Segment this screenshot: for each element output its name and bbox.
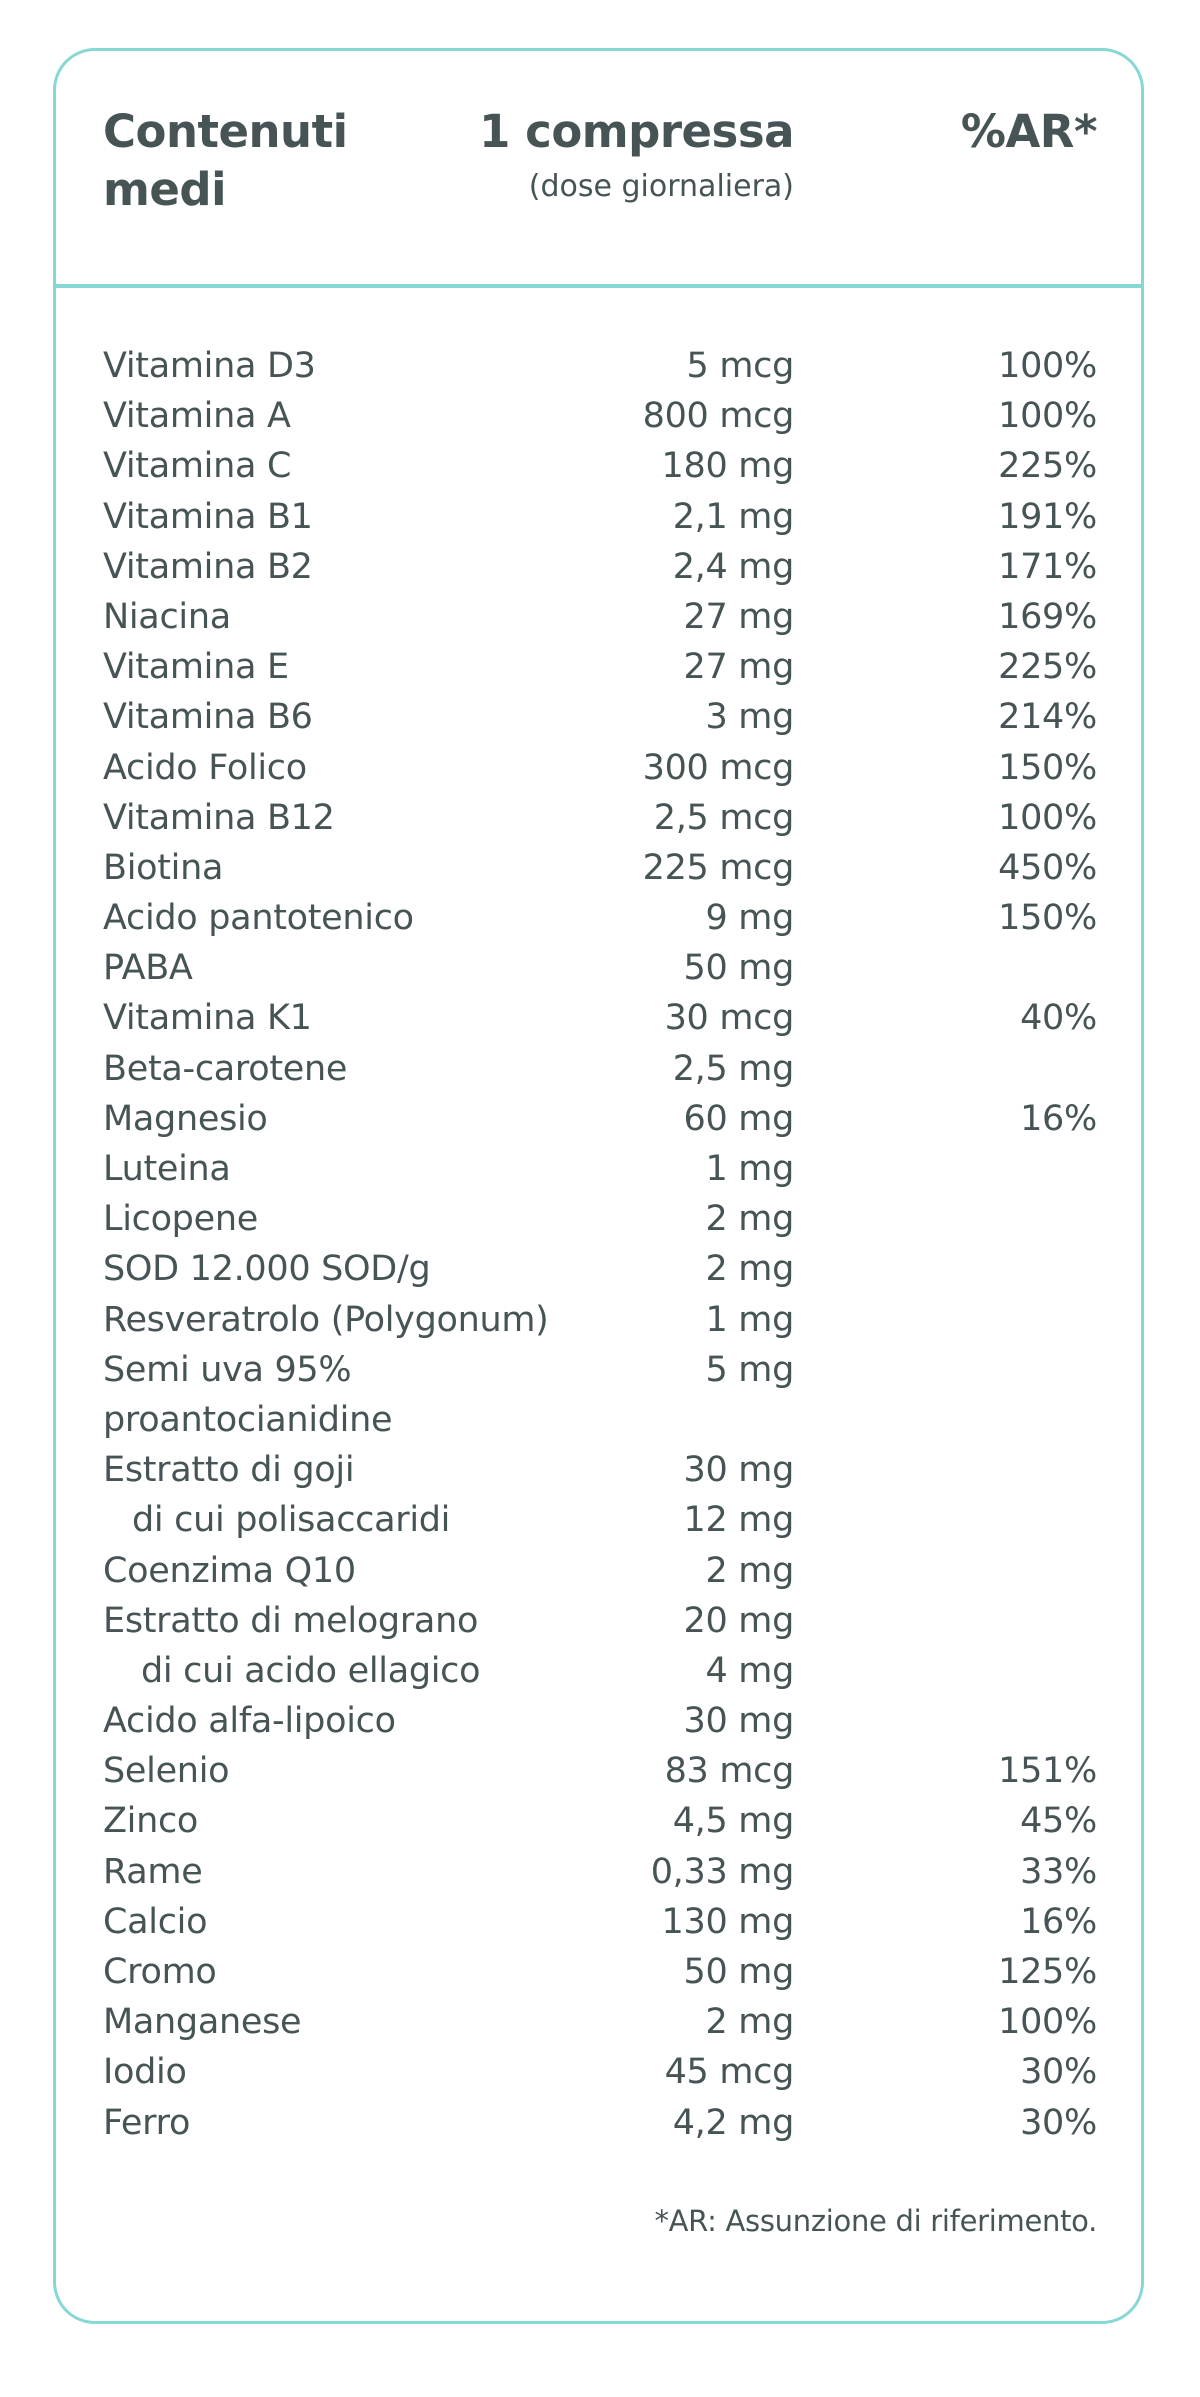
row-nutrient-name: Coenzima Q10 [103,1550,356,1591]
row-ar-percent: 150% [998,898,1097,939]
table-row [56,893,1141,943]
row-dose-value: 2,5 mcg [653,797,794,838]
row-dose-value: 4 mg [705,1650,794,1691]
row-nutrient-name: Vitamina A [103,396,291,437]
table-row [56,843,1141,893]
row-nutrient-name: Vitamina K1 [103,998,312,1039]
row-ar-percent: 171% [998,546,1097,587]
row-nutrient-name: Magnesio [103,1098,268,1139]
table-row [56,1546,1141,1596]
row-nutrient-name: Vitamina C [103,446,292,487]
row-nutrient-name: Acido alfa-lipoico [103,1701,396,1742]
table-row [56,391,1141,441]
row-dose-value: 50 mg [683,948,794,989]
table-row [56,1395,1141,1445]
table-row [56,993,1141,1043]
row-ar-percent: 214% [998,697,1097,738]
row-nutrient-name: Selenio [103,1751,230,1792]
row-nutrient-name: Vitamina B2 [103,546,313,587]
row-dose-value: 50 mg [683,1952,794,1992]
row-nutrient-name: PABA [103,948,193,989]
row-nutrient-name: Cromo [103,1952,217,1992]
table-row [56,1044,1141,1094]
header-contents [103,103,403,219]
row-dose-value: 27 mg [683,596,794,637]
row-dose-value: 60 mg [683,1098,794,1139]
header-dose-subtitle: (dose giornaliera) [528,169,794,204]
row-dose-value: 300 mcg [642,747,794,788]
row-ar-percent: 16% [1020,1901,1097,1942]
table-header [56,51,1141,288]
row-dose-value: 30 mcg [664,998,794,1039]
row-dose-value: 1 mg [705,1299,794,1340]
table-row [56,592,1141,642]
table-row [56,542,1141,592]
row-nutrient-name: Estratto di goji [103,1450,355,1491]
row-dose-value: 4,5 mg [672,1801,794,1842]
row-nutrient-name: Calcio [103,1901,208,1942]
row-dose-value: 5 mg [705,1349,794,1390]
row-dose-value: 20 mg [683,1600,794,1641]
table-row [56,1897,1141,1947]
table-row [56,1445,1141,1495]
row-dose-value: 0,33 mg [650,1851,794,1892]
row-ar-percent: 169% [998,596,1097,637]
row-ar-percent: 30% [1020,2052,1097,2093]
row-nutrient-name: Acido pantotenico [103,898,414,939]
row-dose-value: 2,1 mg [672,496,794,537]
row-nutrient-name: di cui acido ellagico [141,1650,481,1691]
row-nutrient-name: Vitamina D3 [103,346,316,386]
row-nutrient-name: Manganese [103,2002,302,2043]
row-nutrient-name: Vitamina E [103,647,289,688]
row-dose-value: 800 mcg [642,396,794,437]
row-dose-value: 30 mg [683,1450,794,1491]
table-row [56,1495,1141,1545]
table-row [56,2098,1141,2148]
table-row [56,1746,1141,1796]
row-dose-value: 130 mg [661,1901,794,1942]
row-ar-percent: 30% [1020,2102,1097,2143]
header-dose-title: 1 compressa [479,105,794,158]
row-ar-percent: 225% [998,647,1097,688]
row-nutrient-name: Beta-carotene [103,1048,348,1089]
header-ar-title: %AR* [960,105,1097,158]
row-ar-percent: 100% [998,396,1097,437]
row-nutrient-name: Iodio [103,2052,187,2093]
table-row [56,1244,1141,1294]
row-ar-percent: 40% [1020,998,1097,1039]
row-ar-percent: 450% [998,847,1097,888]
row-ar-percent: 100% [998,2002,1097,2043]
row-dose-value: 2 mg [705,1199,794,1240]
row-nutrient-name: Vitamina B6 [103,697,313,738]
row-dose-value: 9 mg [705,898,794,939]
row-dose-value: 180 mg [661,446,794,487]
row-nutrient-name: SOD 12.000 SOD/g [103,1249,431,1290]
row-dose-value: 225 mcg [642,847,794,888]
row-ar-percent: 100% [998,346,1097,386]
row-dose-value: 5 mcg [686,346,794,386]
table-row [56,1696,1141,1746]
row-ar-percent: 33% [1020,1851,1097,1892]
row-ar-percent: 100% [998,797,1097,838]
row-dose-value: 1 mg [705,1149,794,1189]
table-row [56,943,1141,993]
row-nutrient-name: Biotina [103,847,224,888]
table-row [56,1796,1141,1846]
table-row [56,441,1141,491]
nutrition-table-card [53,48,1144,2324]
table-row [56,743,1141,793]
row-ar-percent: 125% [998,1952,1097,1992]
row-ar-percent: 150% [998,747,1097,788]
table-row [56,1345,1141,1395]
row-nutrient-name: Zinco [103,1801,199,1842]
row-nutrient-name: Rame [103,1851,203,1892]
header-contents-line1: Contenuti [103,105,348,158]
row-nutrient-name: Vitamina B12 [103,797,335,838]
table-row [56,1194,1141,1244]
row-dose-value: 12 mg [683,1500,794,1541]
table-row [56,793,1141,843]
table-row [56,1847,1141,1897]
row-nutrient-name: Acido Folico [103,747,307,788]
row-nutrient-name: proantocianidine [103,1399,393,1440]
table-row [56,341,1141,391]
row-dose-value: 2,5 mg [672,1048,794,1089]
table-row [56,2047,1141,2097]
row-nutrient-name: Semi uva 95% [103,1349,352,1390]
row-nutrient-name: di cui polisaccaridi [132,1500,451,1541]
table-row [56,1646,1141,1696]
row-ar-percent: 45% [1020,1801,1097,1842]
table-row [56,1596,1141,1646]
row-dose-value: 27 mg [683,647,794,688]
table-row [56,1094,1141,1144]
table-row [56,1947,1141,1997]
table-row [56,492,1141,542]
table-body [56,341,1141,2148]
row-dose-value: 2,4 mg [672,546,794,587]
table-row [56,1997,1141,2047]
row-dose-value: 2 mg [705,1249,794,1290]
row-ar-percent: 191% [998,496,1097,537]
row-dose-value: 4,2 mg [672,2102,794,2143]
row-dose-value: 45 mcg [664,2052,794,2093]
row-dose-value: 2 mg [705,2002,794,2043]
row-ar-percent: 225% [998,446,1097,487]
row-nutrient-name: Resveratrolo (Polygonum) [103,1299,549,1340]
row-dose-value: 3 mg [705,697,794,738]
row-dose-value: 30 mg [683,1701,794,1742]
row-nutrient-name: Licopene [103,1199,258,1240]
row-nutrient-name: Luteina [103,1149,231,1189]
table-row [56,1295,1141,1345]
table-row [56,642,1141,692]
table-row [56,692,1141,742]
row-nutrient-name: Estratto di melograno [103,1600,479,1641]
row-ar-percent: 16% [1020,1098,1097,1139]
row-nutrient-name: Vitamina B1 [103,496,313,537]
footnote: *AR: Assunzione di riferimento. [654,2204,1097,2238]
header-contents-line2: medi [103,163,227,216]
row-dose-value: 83 mcg [664,1751,794,1792]
row-nutrient-name: Niacina [103,596,231,637]
table-row [56,1144,1141,1194]
row-nutrient-name: Ferro [103,2102,191,2143]
row-ar-percent: 151% [998,1751,1097,1792]
row-dose-value: 2 mg [705,1550,794,1591]
